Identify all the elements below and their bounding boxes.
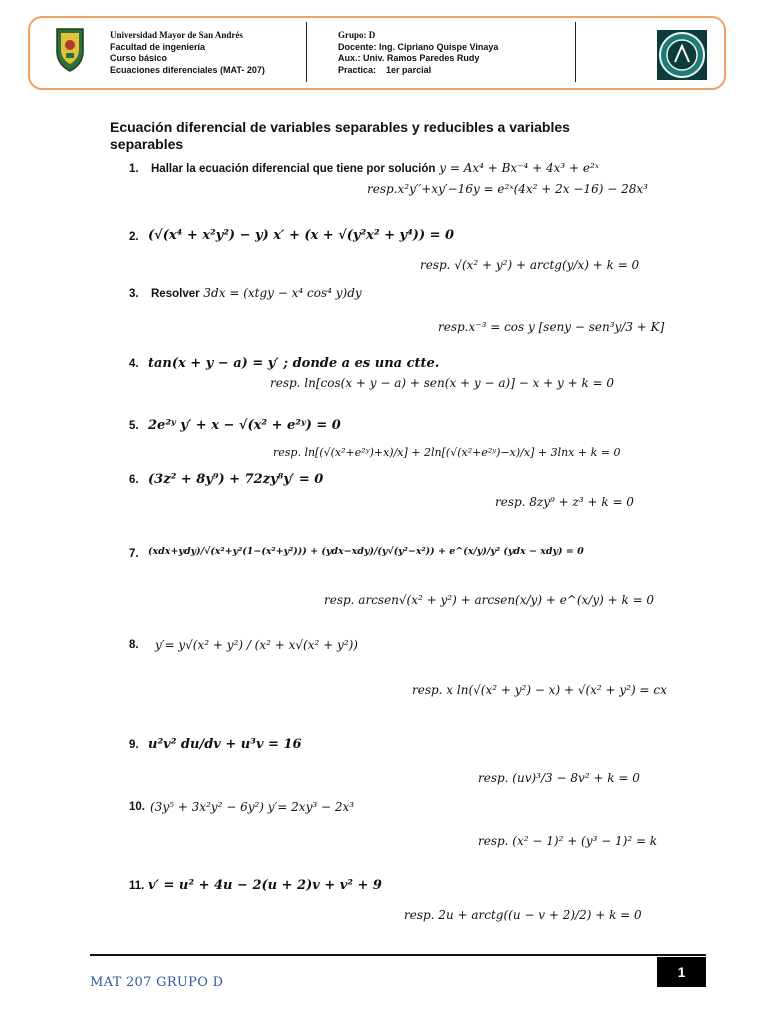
problem-answer: resp. (uv)³/3 − 8v² + k = 0 bbox=[478, 771, 640, 785]
practice-label: Practica: bbox=[338, 64, 377, 75]
problem-number: 10. bbox=[129, 801, 145, 813]
problem-equation: (3y⁵ + 3x²y² − 6y²) y′= 2xy³ − 2x³ bbox=[150, 800, 355, 814]
course-type: Curso básico bbox=[110, 53, 168, 63]
footer-rule bbox=[90, 954, 706, 956]
footer-text: MAT 207 GRUPO D bbox=[90, 975, 224, 990]
problem-equation: v′ = u² + 4u − 2(u + 2)v + v² + 9 bbox=[148, 878, 382, 893]
problem-answer: resp. 8zy⁹ + z³ + k = 0 bbox=[495, 495, 634, 509]
problem-number: 11. bbox=[129, 880, 145, 892]
page-title: Ecuación diferencial de variables separables y reducibles a variables separables bbox=[110, 119, 570, 152]
header-divider bbox=[575, 22, 576, 82]
problem-equation: 3dx = (xtgy − x⁴ cos⁴ y)dy bbox=[203, 286, 362, 300]
problem-answer: resp. ln[(√(x²+e²ʸ)+x)/x] + 2ln[(√(x²+e²ʸ)−x)/x] + 3lnx + k = 0 bbox=[273, 446, 621, 459]
faculty-name: Facultad de ingeniería bbox=[110, 41, 206, 52]
problem-equation: 2e²ʸ y′ + x − √(x² + e²ʸ) = 0 bbox=[148, 418, 341, 433]
problem-answer: resp. √(x² + y²) + arctg(y/x) + k = 0 bbox=[420, 258, 640, 272]
problem-number: 3. bbox=[129, 288, 139, 300]
practice-value: 1er parcial bbox=[386, 64, 432, 75]
problem-answer: resp. 2u + arctg((u − v + 2)/2) + k = 0 bbox=[404, 908, 642, 922]
problem-equation: y′= y√(x² + y²) / (x² + x√(x² + y²)) bbox=[155, 638, 358, 652]
problem-answer: resp.x²y′′+xy′−16y = e²ˣ(4x² + 2x −16) − 28x³ bbox=[367, 182, 648, 196]
group-label: Grupo: D bbox=[338, 30, 376, 40]
university-name: Universidad Mayor de San Andrés bbox=[110, 30, 243, 40]
faculty-logo-icon bbox=[657, 30, 707, 80]
header-divider bbox=[306, 22, 307, 82]
problem-number: 6. bbox=[129, 474, 139, 486]
problem-equation: u²v² du/dv + u³v = 16 bbox=[148, 737, 302, 752]
page-number: 1 bbox=[657, 957, 706, 987]
subject-name: Ecuaciones diferenciales (MAT- 207) bbox=[110, 64, 265, 75]
header-box bbox=[28, 16, 726, 90]
problem-equation: y = Ax⁴ + Bx⁻⁴ + 4x³ + e²ˣ bbox=[439, 161, 600, 175]
aux-label: Aux.: Univ. Ramos Paredes Rudy bbox=[338, 53, 480, 63]
teacher-label: Docente: Ing. Cipriano Quispe Vinaya bbox=[338, 41, 499, 52]
problem-number: 8. bbox=[129, 639, 139, 651]
problem-equation: tan(x + y − a) = y′ ; donde a es una ctte. bbox=[148, 356, 440, 371]
problem-answer: resp. ln[cos(x + y − a) + sen(x + y − a)] − x + y + k = 0 bbox=[270, 376, 615, 390]
university-logo-icon bbox=[54, 26, 86, 72]
problem-number: 7. bbox=[129, 548, 139, 560]
problem-number: 2. bbox=[129, 231, 139, 243]
problem-answer: resp.x⁻³ = cos y [seny − sen³y/3 + K] bbox=[438, 320, 665, 334]
header-left-col bbox=[110, 30, 265, 76]
problem-statement bbox=[151, 161, 599, 175]
problem-number: 4. bbox=[129, 358, 139, 370]
problem-answer: resp. (x² − 1)² + (y³ − 1)² = k bbox=[478, 834, 658, 848]
problem-equation: (xdx+ydy)/√(x²+y²(1−(x²+y²))) + (ydx−xdy)/(y√(y²−x²)) + e^(x/y)/y² (ydx − xdy) = 0 bbox=[148, 546, 584, 557]
problem-number: 9. bbox=[129, 739, 139, 751]
problem-number: 5. bbox=[129, 420, 139, 432]
problem-prompt: Hallar la ecuación diferencial que tiene por solución bbox=[151, 163, 436, 175]
problem-prompt: Resolver bbox=[151, 288, 200, 300]
header-right-col bbox=[338, 30, 498, 76]
problem-answer: resp. x ln(√(x² + y²) − x) + √(x² + y²) = cx bbox=[412, 683, 667, 697]
problem-statement bbox=[151, 286, 362, 300]
problem-equation: (√(x⁴ + x²y²) − y) x′ + (x + √(y²x² + y⁴)) = 0 bbox=[148, 228, 455, 243]
practice-line bbox=[338, 65, 498, 77]
problem-number: 1. bbox=[129, 163, 139, 175]
problem-equation: (3z² + 8y⁹) + 72zy⁸y′ = 0 bbox=[148, 472, 324, 487]
problem-answer: resp. arcsen√(x² + y²) + arcsen(x/y) + e^(x/y) + k = 0 bbox=[324, 593, 655, 607]
